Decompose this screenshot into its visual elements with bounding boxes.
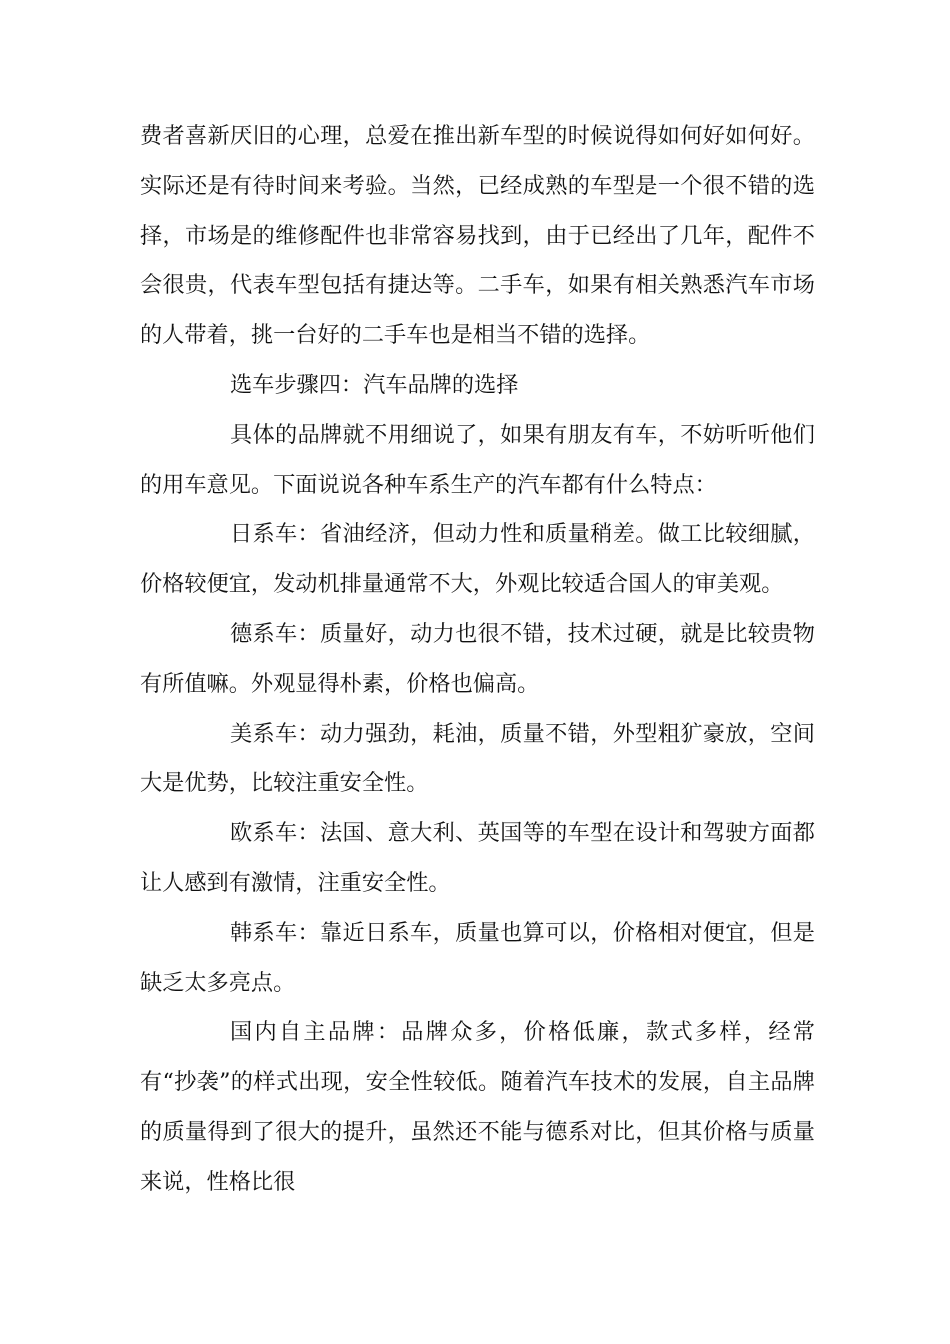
paragraph-domestic-brands: 国内自主品牌：品牌众多，价格低廉，款式多样，经常有“抄袭”的样式出现，安全性较低。随着汽车技术的发展，自主品牌的质量得到了很大的提升，虽然还不能与德系对比，但其价格与质量来说，性格比很 (140, 1019, 815, 1195)
section-heading-step-four: 选车步骤四：汽车品牌的选择 (230, 371, 519, 398)
paragraph-american-cars: 美系车：动力强劲，耗油，质量不错，外型粗犷豪放，空间大是优势，比较注重安全性。 (140, 720, 815, 797)
document-body (140, 112, 815, 1208)
paragraph-korean-cars: 韩系车：靠近日系车，质量也算可以，价格相对便宜，但是缺乏太多亮点。 (140, 919, 815, 996)
paragraph-japanese-cars: 日系车：省油经济，但动力性和质量稍差。做工比较细腻，价格较便宜，发动机排量通常不大，外观比较适合国人的审美观。 (140, 521, 815, 598)
paragraph-brand-advice: 具体的品牌就不用细说了，如果有朋友有车，不妨听听他们的用车意见。下面说说各种车系生产的汽车都有什么特点： (140, 421, 815, 498)
paragraph-intro: 费者喜新厌旧的心理，总爱在推出新车型的时候说得如何好如何好。实际还是有待时间来考验。当然，已经成熟的车型是一个很不错的选择，市场是的维修配件也非常容易找到，由于已经出了几年，配件不会很贵，代表车型包括有捷达等。二手车，如果有相关熟悉汽车市场的人带着，挑一台好的二手车也是相当不错的选择。 (140, 123, 815, 349)
paragraph-german-cars: 德系车：质量好，动力也很不错，技术过硬，就是比较贵物有所值嘛。外观显得朴素，价格也偏高。 (140, 620, 815, 697)
paragraph-european-cars: 欧系车：法国、意大利、英国等的车型在设计和驾驶方面都让人感到有激情，注重安全性。 (140, 820, 815, 896)
